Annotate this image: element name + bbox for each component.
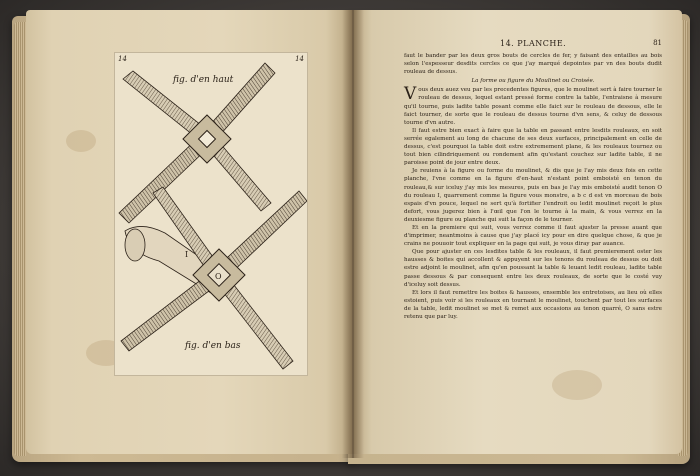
paragraph: Et lors il faut remettre les boites & hausses, ensemble les entretoises, au lieu où elles estoient, puis voir si les rouleaux en tournant le moulinet, touchent par tout les surfaces de la table, ledit moulinet se met & remet aux occasions au tenon quarré, O sans estre retenu que par luy. — [404, 289, 662, 320]
drop-cap: V — [404, 84, 417, 105]
paragraph: Et en la premiere qui suit, vous verrez comme il faut ajuster la presse auant que d'imprimer, neantmoins à cause que j'ay placé icy pour en dire quelque chose, & que je crains ne pouuoir tout expliquer en la page qui suit, je vous diray par auance. — [404, 224, 662, 248]
roller-label-I: I — [185, 250, 189, 259]
open-book — [12, 10, 690, 466]
plate-number-left: 14 — [118, 55, 127, 63]
running-head — [404, 39, 662, 49]
paragraph: Que pour ajuster en ces lesdites table & les rouleaux, il faut premierement oster les hausses & boites qui accollent & appuyent sur les tenons du rouleau de dessus ou doit estre adjoint le moulinet, afin qu'en poussant la table & leuant ledit rouleau, ladite table passe dessous & par consequent entre les deux rouleaux, de sorte que le costé vuy d'iceluy soit dessus. — [404, 249, 662, 288]
caption-bottom-figure: fig. d'en bas — [185, 341, 241, 351]
page-number: 81 — [653, 39, 662, 47]
bottom-moulinet-figure — [121, 187, 307, 369]
body-text — [404, 52, 662, 321]
paragraph: Il faut estre bien exact à faire que la table en passant entre lesdits rouleaux, en soit serrée egalement au long de chacune de ses deux surfaces, principalement en celle de dessus, c'est pourquoi la table doit estre extremement plane, & les rouleaux tournez ou tout bien cilindriquement ou rondement afin qu'estant couchez sur ladite table, il ne paroisse point de jour entre deux. — [404, 127, 662, 167]
stain — [66, 130, 96, 152]
plate-number-right: 14 — [295, 55, 304, 63]
book-gutter — [342, 10, 364, 458]
top-moulinet-figure — [119, 63, 275, 223]
stain — [552, 370, 602, 400]
tenon-label-O: O — [215, 272, 222, 281]
paragraph: Je reuiens à la figure ou forme du moulinet, & dis que je l'ay mis deux fois en cette planche, l'vne comme en la figure d'en-haut n'estant point emboisté en tenon du rouleau,& sur iceluy j'ay mis les mesures, puis en bas je l'ay mis emboisté audit tenon O du rouleau I, quarrement comme la figure vous monstre, a b c d est vn morceau de bois espais d'vn pouce, lequel ne sert qu'à fortifier l'endroit ou ledit moulinet reçoit le plus defort, vous jugerez bien à l'œil que l'on le tourne à la main, & vous verrez en la deuxiesme figure ou planche qui suit la façon de le tourner. — [404, 168, 662, 223]
moulinet-engraving — [115, 53, 307, 375]
running-title: 14. PLANCHE. — [500, 39, 567, 48]
section-heading: La forme ou figure du Moulinet ou Croisée. — [471, 78, 595, 85]
engraved-plate — [114, 52, 308, 376]
paragraph-text: ous deux auez veu par les precedentes figures, que le moulinet sert à faire tourner le rouleau de dessus, lequel estant pressé forme contre la table, l'entraisne à mesure qu'il tourne, puis ladite table posant comme elle faict sur le rouleau de dessous, elle le faict tourner, de sorte que le rouleau de dessus tourne d'vn sens, & celuy de dessous tourne d'vn autre. — [404, 87, 662, 126]
paragraph: faut le bander par les deux gros bouts de cercles de fer, y faisant des entailles au bois selon l'espesseur desdits cercles ce que j'ay marqué depointes par vn des bouts dudit rouleau de dessus. — [404, 53, 662, 76]
caption-top-figure: fig. d'en haut — [173, 75, 234, 85]
paragraph — [404, 86, 662, 126]
left-page-edges — [14, 22, 26, 456]
